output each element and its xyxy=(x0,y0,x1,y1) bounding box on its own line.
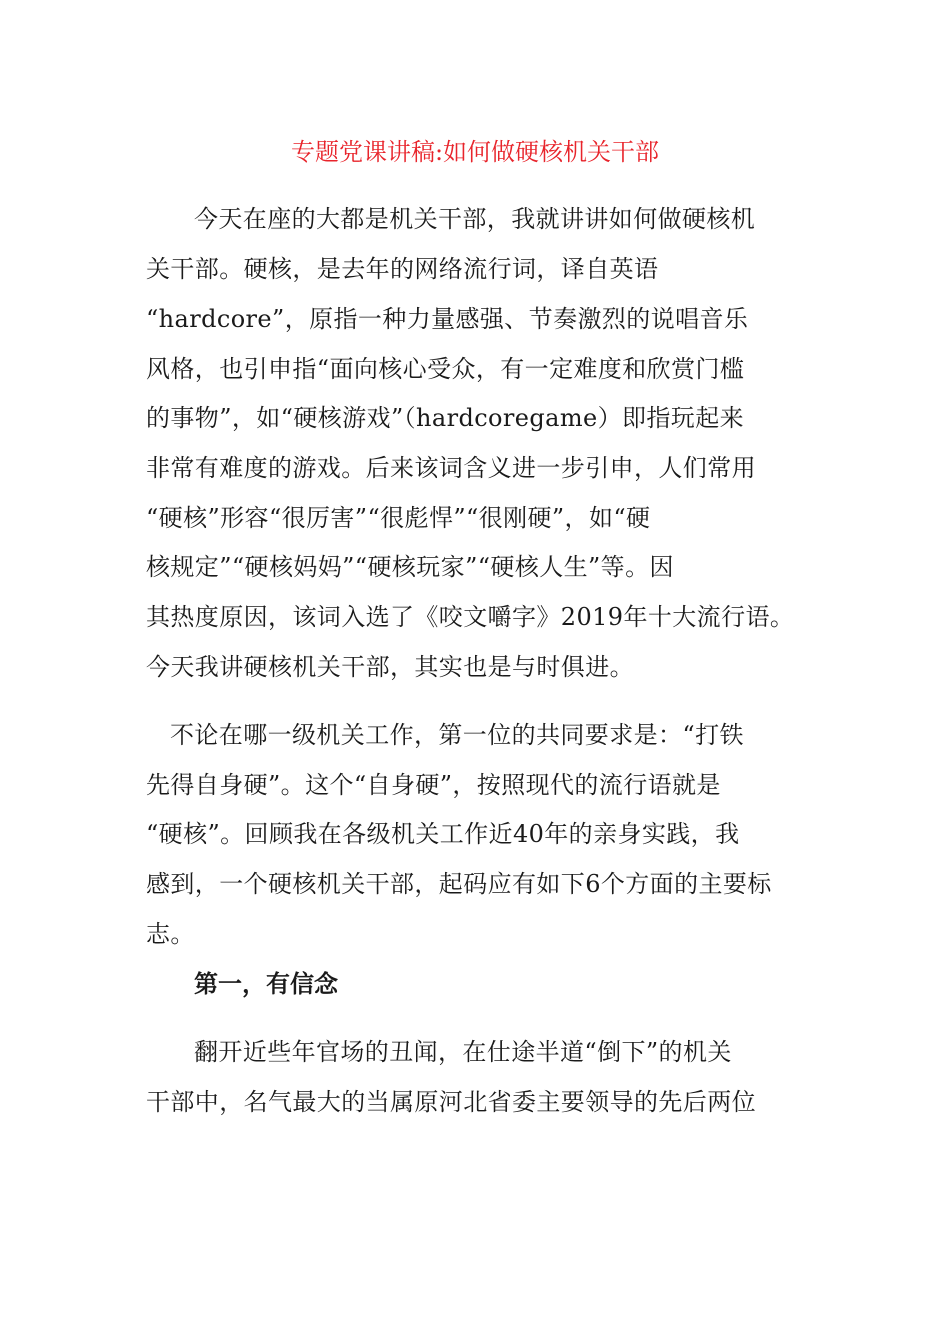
paragraph-1-line-10: 今天我讲硬核机关干部，其实也是与时俱进。 xyxy=(146,653,634,681)
document-title: 专题党课讲稿:如何做硬核机关干部 xyxy=(290,138,660,166)
paragraph-2-line-5: 志。 xyxy=(146,920,195,948)
paragraph-1-line-7: “硬核”形容“很厉害”“很彪悍”“很刚硬”，如“硬 xyxy=(146,504,651,532)
paragraph-2-line-3: “硬核”。回顾我在各级机关工作近40年的亲身实践，我 xyxy=(146,820,740,848)
paragraph-1-line-9: 其热度原因，该词入选了《咬文嚼字》2019年十大流行语。 xyxy=(146,603,795,631)
section-heading: 第一，有信念 xyxy=(194,970,338,998)
paragraph-1-line-3: “hardcore”，原指一种力量感强、节奏激烈的说唱音乐 xyxy=(146,305,749,333)
paragraph-2-line-2: 先得自身硬”。这个“自身硬”，按照现代的流行语就是 xyxy=(146,771,721,799)
paragraph-2-line-1: 不论在哪一级机关工作，第一位的共同要求是：“打铁 xyxy=(170,721,744,749)
paragraph-1-line-4: 风格，也引申指“面向核心受众，有一定难度和欣赏门槛 xyxy=(146,355,745,383)
paragraph-1-line-8: 核规定”“硬核妈妈”“硬核玩家”“硬核人生”等。因 xyxy=(146,553,674,581)
paragraph-3-line-2: 干部中，名气最大的当属原河北省委主要领导的先后两位 xyxy=(146,1088,756,1116)
paragraph-2-line-4: 感到，一个硬核机关干部，起码应有如下6个方面的主要标 xyxy=(146,870,772,898)
paragraph-1-line-6: 非常有难度的游戏。后来该词含义进一步引申，人们常用 xyxy=(146,454,756,482)
paragraph-1-line-1: 今天在座的大都是机关干部，我就讲讲如何做硬核机 xyxy=(194,205,756,233)
paragraph-1-line-2: 关干部。硬核，是去年的网络流行词，译自英语 xyxy=(146,255,659,283)
paragraph-3-line-1: 翻开近些年官场的丑闻，在仕途半道“倒下”的机关 xyxy=(194,1038,732,1066)
paragraph-1-line-5: 的事物”，如“硬核游戏”（hardcoregame）即指玩起来 xyxy=(146,404,745,432)
